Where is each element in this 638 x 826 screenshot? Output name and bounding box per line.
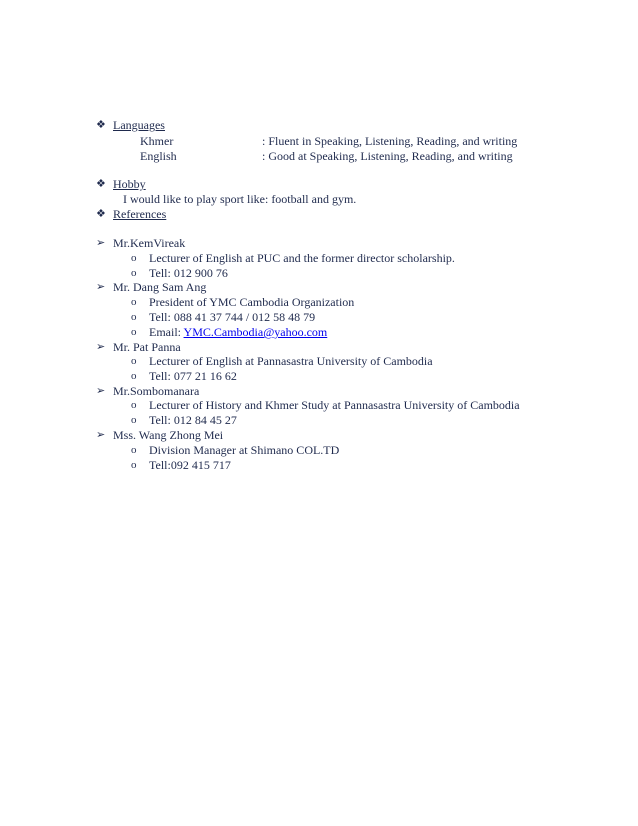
- language-level: : Fluent in Speaking, Listening, Reading, and writing: [262, 134, 518, 148]
- circle-bullet-icon: o: [131, 370, 137, 382]
- reference-name: Mr.Sombomanara: [113, 384, 200, 398]
- email-link[interactable]: YMC.Cambodia@yahoo.com: [183, 325, 328, 339]
- circle-bullet-icon: o: [131, 355, 137, 367]
- language-level: : Good at Speaking, Listening, Reading, and writing: [262, 149, 513, 163]
- circle-bullet-icon: o: [131, 459, 137, 471]
- hobby-text: I would like to play sport like: football and gym.: [123, 192, 357, 206]
- email-label: Email:: [149, 325, 184, 339]
- reference-detail: Tell: 012 84 45 27: [149, 413, 237, 427]
- reference-detail: Tell: 077 21 16 62: [149, 369, 237, 383]
- reference-name: Mss. Wang Zhong Mei: [113, 428, 224, 442]
- arrow-bullet-icon: ➢: [96, 237, 106, 249]
- reference-name: Mr. Dang Sam Ang: [113, 280, 207, 294]
- arrow-bullet-icon: ➢: [96, 341, 106, 353]
- references-heading: References: [113, 207, 167, 221]
- arrow-bullet-icon: ➢: [96, 385, 106, 397]
- circle-bullet-icon: o: [131, 267, 137, 279]
- reference-detail: Tell: 088 41 37 744 / 012 58 48 79: [149, 310, 316, 324]
- reference-detail: Tell:092 415 717: [149, 458, 231, 472]
- language-name: Khmer: [140, 134, 174, 148]
- arrow-bullet-icon: ➢: [96, 429, 106, 441]
- reference-detail: Lecturer of English at PUC and the former director scholarship.: [149, 251, 455, 265]
- reference-name: Mr.KemVireak: [113, 236, 186, 250]
- circle-bullet-icon: o: [131, 414, 137, 426]
- reference-email-row: [149, 325, 327, 340]
- circle-bullet-icon: o: [131, 444, 137, 456]
- reference-detail: Division Manager at Shimano COL.TD: [149, 443, 340, 457]
- reference-detail: Lecturer of History and Khmer Study at Pannasastra University of Cambodia: [149, 398, 520, 412]
- circle-bullet-icon: o: [131, 252, 137, 264]
- reference-detail: Lecturer of English at Pannasastra University of Cambodia: [149, 354, 433, 368]
- reference-detail: President of YMC Cambodia Organization: [149, 295, 355, 309]
- arrow-bullet-icon: ➢: [96, 281, 106, 293]
- languages-heading: Languages: [113, 118, 165, 132]
- circle-bullet-icon: o: [131, 399, 137, 411]
- hobby-heading: Hobby: [113, 177, 146, 191]
- diamond-bullet-icon: ❖: [96, 119, 106, 131]
- language-name: English: [140, 149, 177, 163]
- circle-bullet-icon: o: [131, 296, 137, 308]
- diamond-bullet-icon: ❖: [96, 208, 106, 220]
- diamond-bullet-icon: ❖: [96, 178, 106, 190]
- circle-bullet-icon: o: [131, 326, 137, 338]
- reference-name: Mr. Pat Panna: [113, 340, 181, 354]
- circle-bullet-icon: o: [131, 311, 137, 323]
- reference-detail: Tell: 012 900 76: [149, 266, 228, 280]
